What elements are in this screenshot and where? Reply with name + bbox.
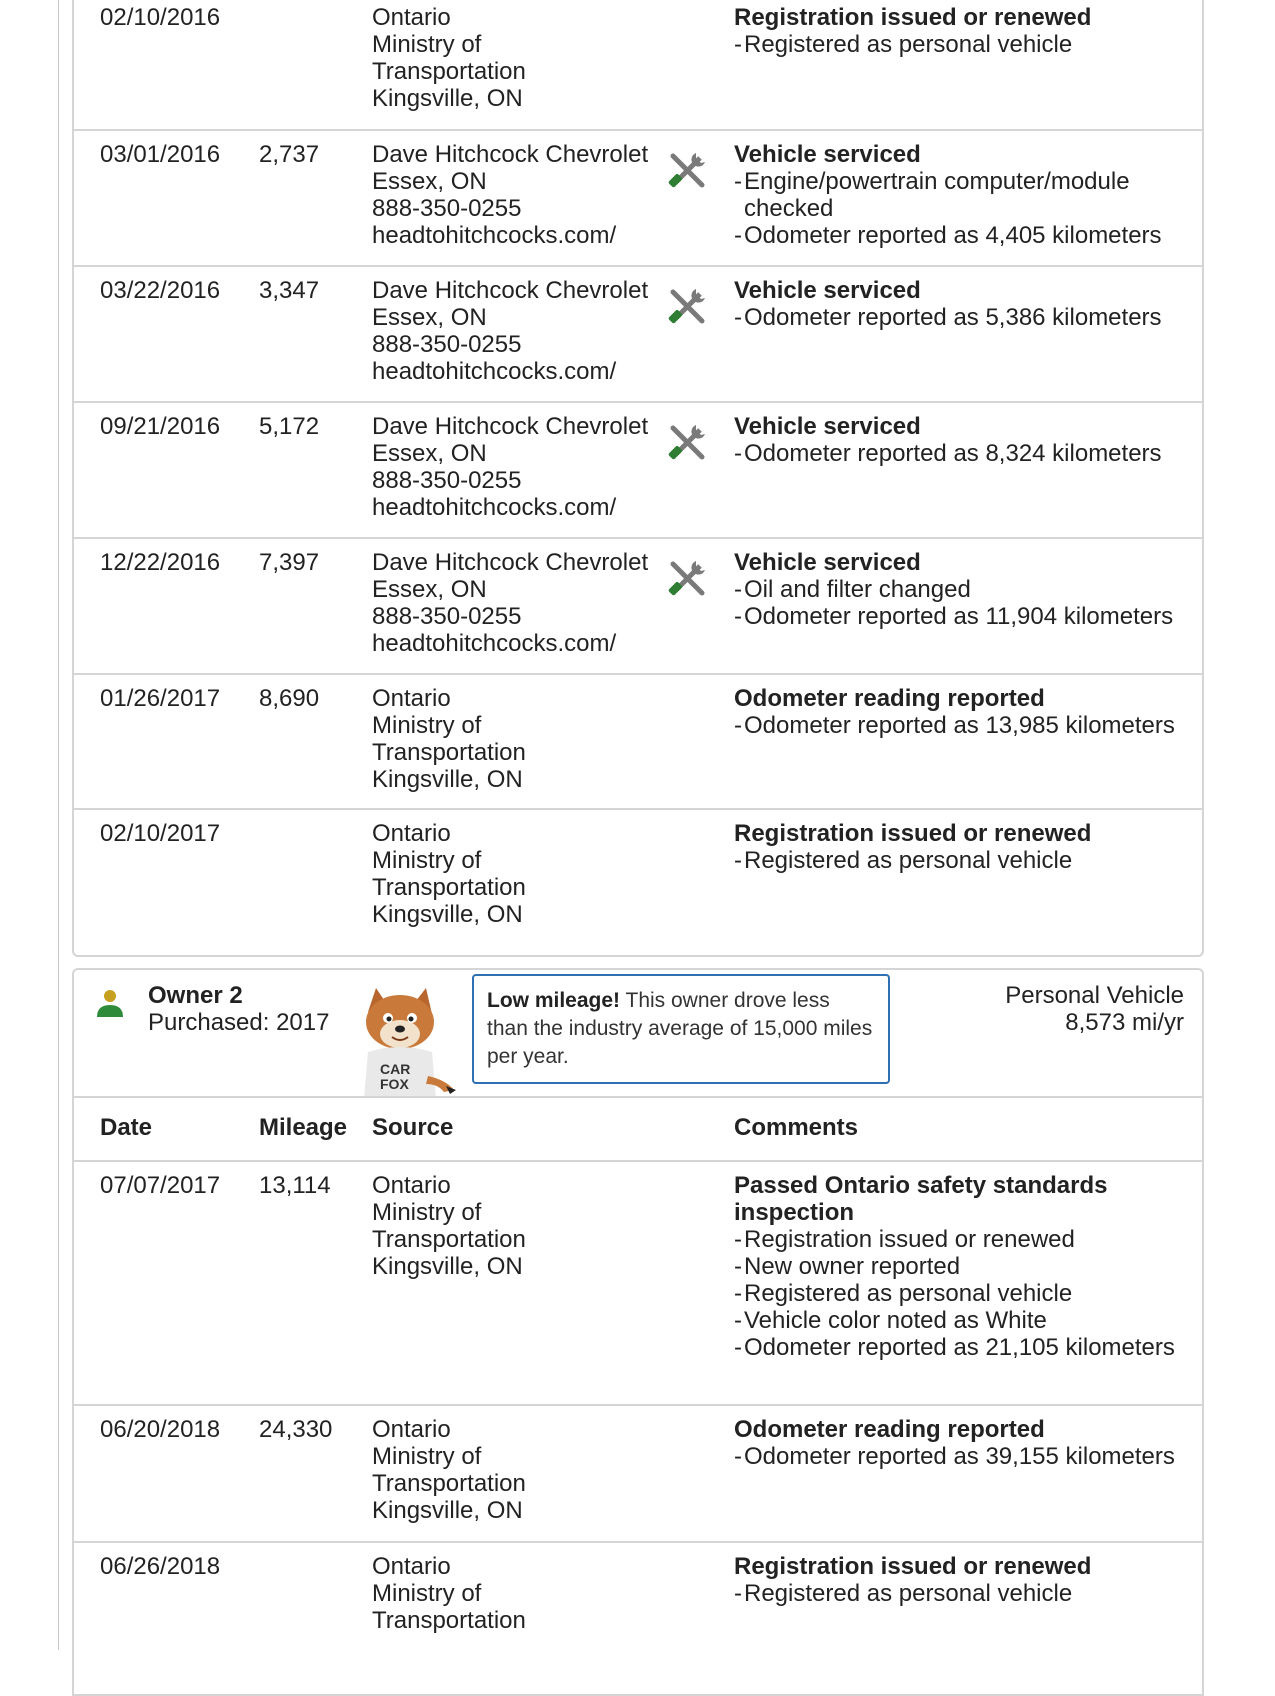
comment-title: Registration issued or renewed bbox=[734, 820, 1092, 847]
source-line: Kingsville, ON bbox=[372, 901, 523, 928]
record-mileage: 5,172 bbox=[259, 413, 320, 440]
comment-item: - Odometer reported as 39,155 kilometers bbox=[734, 1443, 1196, 1470]
service-tools-icon bbox=[666, 557, 710, 601]
record-date: 06/20/2018 bbox=[100, 1416, 221, 1443]
source-line: Transportation bbox=[372, 1607, 526, 1634]
comment-item: - Odometer reported as 13,985 kilometers bbox=[734, 712, 1196, 739]
table-row bbox=[74, 1406, 1202, 1543]
record-source bbox=[372, 1416, 667, 1524]
source-line: headtohitchcocks.com/ bbox=[372, 494, 617, 521]
owner-purchased: Purchased: 2017 bbox=[148, 1009, 330, 1036]
owner1-history-table bbox=[72, 0, 1204, 957]
table-row bbox=[74, 675, 1202, 810]
mileage-rate: 8,573 mi/yr bbox=[1065, 1009, 1184, 1036]
record-date: 07/07/2017 bbox=[100, 1172, 221, 1199]
record-date: 02/10/2016 bbox=[100, 4, 221, 31]
comment-item: - Odometer reported as 4,405 kilometers bbox=[734, 222, 1196, 249]
source-line: Dave Hitchcock Chevrolet bbox=[372, 277, 649, 304]
table-row bbox=[74, 1543, 1202, 1693]
table-row bbox=[74, 1162, 1202, 1406]
source-line: Transportation bbox=[372, 1226, 526, 1253]
record-mileage: 24,330 bbox=[259, 1416, 333, 1443]
record-date: 09/21/2016 bbox=[100, 413, 221, 440]
comment-item: - Odometer reported as 5,386 kilometers bbox=[734, 304, 1196, 331]
source-line: Ontario bbox=[372, 685, 451, 712]
record-mileage: 2,737 bbox=[259, 141, 320, 168]
record-source bbox=[372, 277, 667, 385]
service-tools-icon bbox=[666, 149, 710, 193]
comment-title: Vehicle serviced bbox=[734, 413, 921, 440]
record-date: 03/01/2016 bbox=[100, 141, 221, 168]
source-line: 888-350-0255 bbox=[372, 331, 522, 358]
service-tools-icon bbox=[666, 421, 710, 465]
source-line: 888-350-0255 bbox=[372, 603, 522, 630]
source-line: Kingsville, ON bbox=[372, 85, 523, 112]
record-date: 01/26/2017 bbox=[100, 685, 221, 712]
comment-item: - Registered as personal vehicle bbox=[734, 847, 1196, 874]
owner2-summary bbox=[72, 968, 1204, 1096]
source-line: Ontario bbox=[372, 1416, 451, 1443]
vehicle-type: Personal Vehicle bbox=[1005, 982, 1184, 1009]
comment-item: - Registration issued or renewed bbox=[734, 1226, 1196, 1253]
record-source bbox=[372, 820, 667, 928]
source-line: Essex, ON bbox=[372, 440, 487, 467]
fox-shirt-text: CAR bbox=[380, 1061, 411, 1077]
table-row bbox=[74, 539, 1202, 675]
source-line: Ministry of bbox=[372, 1199, 482, 1226]
comment-item: - Registered as personal vehicle bbox=[734, 1580, 1196, 1607]
record-source bbox=[372, 141, 667, 249]
header-mileage: Mileage bbox=[259, 1114, 348, 1141]
table-row bbox=[74, 403, 1202, 539]
record-date: 03/22/2016 bbox=[100, 277, 221, 304]
source-line: Dave Hitchcock Chevrolet bbox=[372, 141, 649, 168]
source-line: Transportation bbox=[372, 1470, 526, 1497]
table-header bbox=[74, 1098, 1202, 1162]
source-line: Dave Hitchcock Chevrolet bbox=[372, 413, 649, 440]
record-date: 12/22/2016 bbox=[100, 549, 221, 576]
carfox-mascot-icon bbox=[346, 986, 458, 1098]
callout-text: This owner drove less than the industry average of 15,000 miles per year. bbox=[487, 989, 873, 1068]
record-comments bbox=[734, 277, 1196, 331]
comment-title: Vehicle serviced bbox=[734, 141, 921, 168]
source-line: Ontario bbox=[372, 1553, 451, 1580]
record-mileage: 8,690 bbox=[259, 685, 320, 712]
source-line: Essex, ON bbox=[372, 304, 487, 331]
comment-item: - Engine/powertrain computer/module checked bbox=[734, 168, 1196, 222]
comment-title: Odometer reading reported bbox=[734, 685, 1045, 712]
record-source bbox=[372, 413, 667, 521]
record-mileage: 7,397 bbox=[259, 549, 320, 576]
record-source bbox=[372, 1553, 667, 1634]
source-line: Ministry of bbox=[372, 847, 482, 874]
record-comments bbox=[734, 1416, 1196, 1470]
record-source bbox=[372, 1172, 667, 1280]
header-date: Date bbox=[100, 1114, 153, 1141]
service-tools-icon bbox=[666, 285, 710, 329]
comment-item: - Odometer reported as 11,904 kilometers bbox=[734, 603, 1196, 630]
source-line: Ontario bbox=[372, 4, 451, 31]
source-line: Kingsville, ON bbox=[372, 1253, 523, 1280]
source-line: 888-350-0255 bbox=[372, 467, 522, 494]
comment-item: - Registered as personal vehicle bbox=[734, 1280, 1196, 1307]
record-mileage: 3,347 bbox=[259, 277, 320, 304]
owner-info bbox=[148, 982, 329, 1036]
record-comments bbox=[734, 685, 1196, 739]
source-line: Transportation bbox=[372, 874, 526, 901]
fox-shirt-text: FOX bbox=[380, 1076, 409, 1092]
comment-item: - Odometer reported as 21,105 kilometers bbox=[734, 1334, 1196, 1361]
source-line: Ministry of bbox=[372, 31, 482, 58]
table-row bbox=[74, 0, 1202, 131]
owner-vehicle-summary bbox=[1005, 982, 1184, 1036]
comment-item: - New owner reported bbox=[734, 1253, 1196, 1280]
table-row bbox=[74, 131, 1202, 267]
record-comments bbox=[734, 4, 1196, 58]
owner-person-icon bbox=[96, 988, 124, 1018]
comment-title: Passed Ontario safety standards inspection bbox=[734, 1172, 1108, 1226]
table-row bbox=[74, 267, 1202, 403]
comment-title: Vehicle serviced bbox=[734, 277, 921, 304]
record-date: 02/10/2017 bbox=[100, 820, 221, 847]
source-line: Essex, ON bbox=[372, 576, 487, 603]
comment-title: Registration issued or renewed bbox=[734, 4, 1092, 31]
record-comments bbox=[734, 1172, 1196, 1361]
source-line: Transportation bbox=[372, 739, 526, 766]
source-line: Ministry of bbox=[372, 1580, 482, 1607]
callout-highlight: Low mileage! bbox=[487, 989, 621, 1012]
source-line: 888-350-0255 bbox=[372, 195, 522, 222]
source-line: headtohitchcocks.com/ bbox=[372, 222, 617, 249]
record-date: 06/26/2018 bbox=[100, 1553, 221, 1580]
comment-item: - Oil and filter changed bbox=[734, 576, 1196, 603]
record-comments bbox=[734, 549, 1196, 630]
record-source bbox=[372, 549, 667, 657]
owner-title: Owner 2 bbox=[148, 982, 243, 1009]
record-comments bbox=[734, 141, 1196, 249]
record-mileage: 13,114 bbox=[259, 1172, 331, 1199]
comment-item: - Odometer reported as 8,324 kilometers bbox=[734, 440, 1196, 467]
table-row bbox=[74, 810, 1202, 945]
source-line: Essex, ON bbox=[372, 168, 487, 195]
source-line: Dave Hitchcock Chevrolet bbox=[372, 549, 649, 576]
record-source bbox=[372, 685, 667, 793]
low-mileage-callout bbox=[472, 974, 890, 1084]
source-line: headtohitchcocks.com/ bbox=[372, 630, 617, 657]
page-left-rule bbox=[58, 0, 59, 1650]
comment-title: Vehicle serviced bbox=[734, 549, 921, 576]
source-line: Kingsville, ON bbox=[372, 1497, 523, 1524]
source-line: headtohitchcocks.com/ bbox=[372, 358, 617, 385]
source-line: Ontario bbox=[372, 1172, 451, 1199]
header-comments: Comments bbox=[734, 1114, 859, 1141]
comment-title: Registration issued or renewed bbox=[734, 1553, 1092, 1580]
comment-item: - Vehicle color noted as White bbox=[734, 1307, 1196, 1334]
record-comments bbox=[734, 820, 1196, 874]
header-source: Source bbox=[372, 1114, 454, 1141]
source-line: Ontario bbox=[372, 820, 451, 847]
source-line: Kingsville, ON bbox=[372, 766, 523, 793]
comment-title: Odometer reading reported bbox=[734, 1416, 1045, 1443]
comment-item: - Registered as personal vehicle bbox=[734, 31, 1196, 58]
record-comments bbox=[734, 1553, 1196, 1607]
record-source bbox=[372, 4, 667, 112]
source-line: Ministry of bbox=[372, 712, 482, 739]
owner2-history-table bbox=[72, 1096, 1204, 1696]
source-line: Ministry of bbox=[372, 1443, 482, 1470]
record-comments bbox=[734, 413, 1196, 467]
source-line: Transportation bbox=[372, 58, 526, 85]
